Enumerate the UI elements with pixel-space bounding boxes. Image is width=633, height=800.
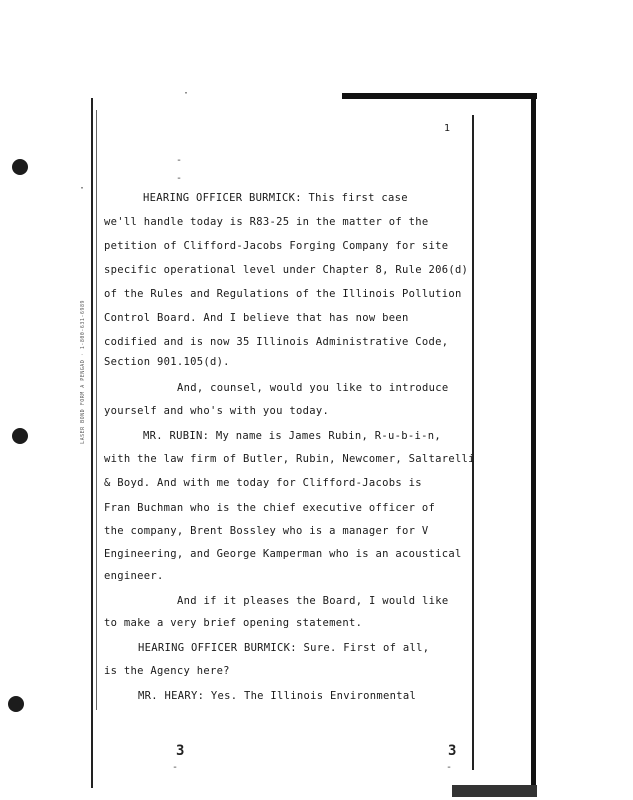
left-margin-rule xyxy=(91,98,93,788)
punch-hole-middle xyxy=(12,428,28,444)
footer-mark-right: 3 xyxy=(448,743,457,759)
scan-bottom-strip xyxy=(452,785,537,797)
transcript-line: of the Rules and Regulations of the Illinois Pollution xyxy=(104,288,462,300)
scan-speck: - xyxy=(172,762,179,773)
transcript-line: MR. HEARY: Yes. The Illinois Environmental xyxy=(138,690,417,702)
transcript-line: we'll handle today is R83-25 in the matter of the xyxy=(104,216,429,228)
transcript-line: And if it pleases the Board, I would like xyxy=(177,595,449,607)
transcript-line: engineer. xyxy=(104,570,164,582)
transcript-line: Control Board. And I believe that has now been xyxy=(104,312,409,324)
transcript-line: HEARING OFFICER BURMICK: This first case xyxy=(143,192,408,204)
scan-top-border xyxy=(342,93,537,99)
scan-speck: - xyxy=(176,155,183,166)
scan-speck: - xyxy=(176,173,183,184)
left-margin-rule-inner xyxy=(96,110,97,710)
right-margin-rule xyxy=(472,115,474,770)
scan-speck: · xyxy=(79,183,86,194)
scan-right-border xyxy=(531,95,536,785)
transcript-line: Engineering, and George Kamperman who is an acoustical xyxy=(104,548,462,560)
transcript-line: HEARING OFFICER BURMICK: Sure. First of all, xyxy=(138,642,430,654)
page-number: 1 xyxy=(444,123,451,134)
transcript-line: And, counsel, would you like to introduce xyxy=(177,382,449,394)
punch-hole-top xyxy=(12,159,28,175)
scan-speck: · xyxy=(183,88,190,99)
transcript-line: Section 901.105(d). xyxy=(104,356,230,368)
transcript-line: Fran Buchman who is the chief executive officer of xyxy=(104,502,436,514)
transcript-line: is the Agency here? xyxy=(104,665,230,677)
transcript-line: the company, Brent Bossley who is a manager for V xyxy=(104,525,429,537)
side-strip-text: LASER BOND FORM A PENGAD · 1-800-631-6989 xyxy=(80,300,86,444)
transcript-line: MR. RUBIN: My name is James Rubin, R-u-b-i-n, xyxy=(143,430,441,442)
transcript-line: petition of Clifford-Jacobs Forging Company for site xyxy=(104,240,449,252)
transcript-line: & Boyd. And with me today for Clifford-Jacobs is xyxy=(104,477,422,489)
transcript-line: with the law firm of Butler, Rubin, Newcomer, Saltarelli xyxy=(104,453,475,465)
transcript-line: specific operational level under Chapter 8, Rule 206(d) xyxy=(104,264,469,276)
punch-hole-bottom xyxy=(8,696,24,712)
footer-mark-left: 3 xyxy=(176,743,185,759)
scan-speck: - xyxy=(446,762,453,773)
transcript-line: yourself and who's with you today. xyxy=(104,405,330,417)
transcript-line: codified and is now 35 Illinois Administrative Code, xyxy=(104,336,449,348)
transcript-line: to make a very brief opening statement. xyxy=(104,617,363,629)
